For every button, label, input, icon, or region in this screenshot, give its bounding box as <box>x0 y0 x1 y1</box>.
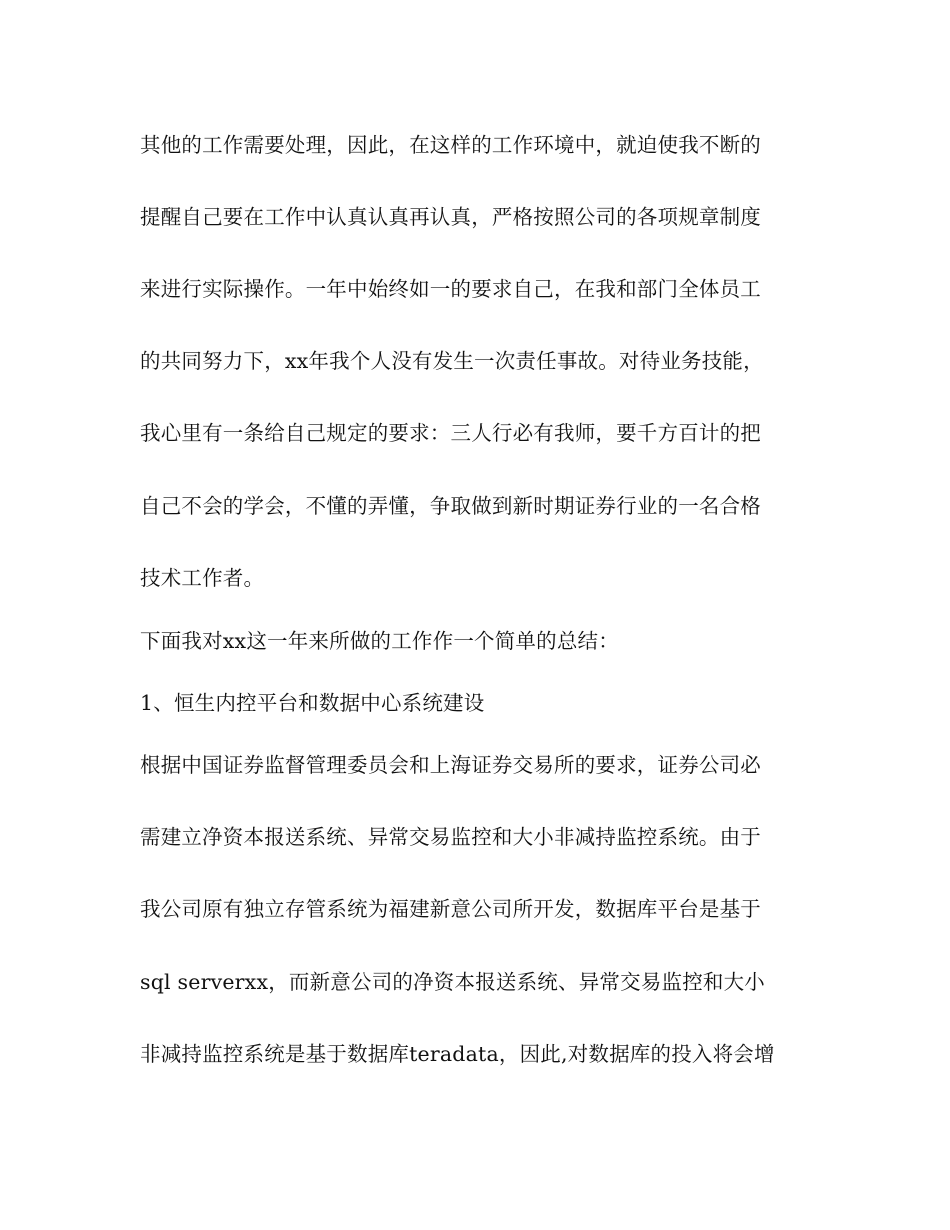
paragraph-line: 自己不会的学会，不懂的弄懂，争取做到新时期证券行业的一名合格 <box>140 494 761 518</box>
paragraph-line: 提醒自己要在工作中认真认真再认真，严格按照公司的各项规章制度 <box>140 205 761 229</box>
intro-line: 下面我对xx这一年来所做的工作作一个简单的总结： <box>140 629 619 653</box>
paragraph-line: 技术工作者。 <box>140 566 265 590</box>
paragraph-line: 的共同努力下，xx年我个人没有发生一次责任事故。对待业务技能， <box>140 349 764 373</box>
paragraph-line: sql serverxx，而新意公司的净资本报送系统、异常交易监控和大小 <box>140 970 766 994</box>
paragraph-line: 我公司原有独立存管系统为福建新意公司所开发，数据库平台是基于 <box>140 897 761 921</box>
paragraph-line: 非减持监控系统是基于数据库teradata，因此,对数据库的投入将会增 <box>140 1042 775 1066</box>
paragraph-line: 需建立净资本报送系统、异常交易监控和大小非减持监控系统。由于 <box>140 825 761 849</box>
section-heading: 1、恒生内控平台和数据中心系统建设 <box>140 691 485 715</box>
paragraph-line: 我心里有一条给自己规定的要求：三人行必有我师，要千方百计的把 <box>140 421 761 445</box>
paragraph-line: 来进行实际操作。一年中始终如一的要求自己，在我和部门全体员工 <box>140 277 761 301</box>
paragraph-line: 根据中国证券监督管理委员会和上海证券交易所的要求，证券公司必 <box>140 753 761 777</box>
paragraph-line: 其他的工作需要处理，因此，在这样的工作环境中，就迫使我不断的 <box>140 133 761 157</box>
